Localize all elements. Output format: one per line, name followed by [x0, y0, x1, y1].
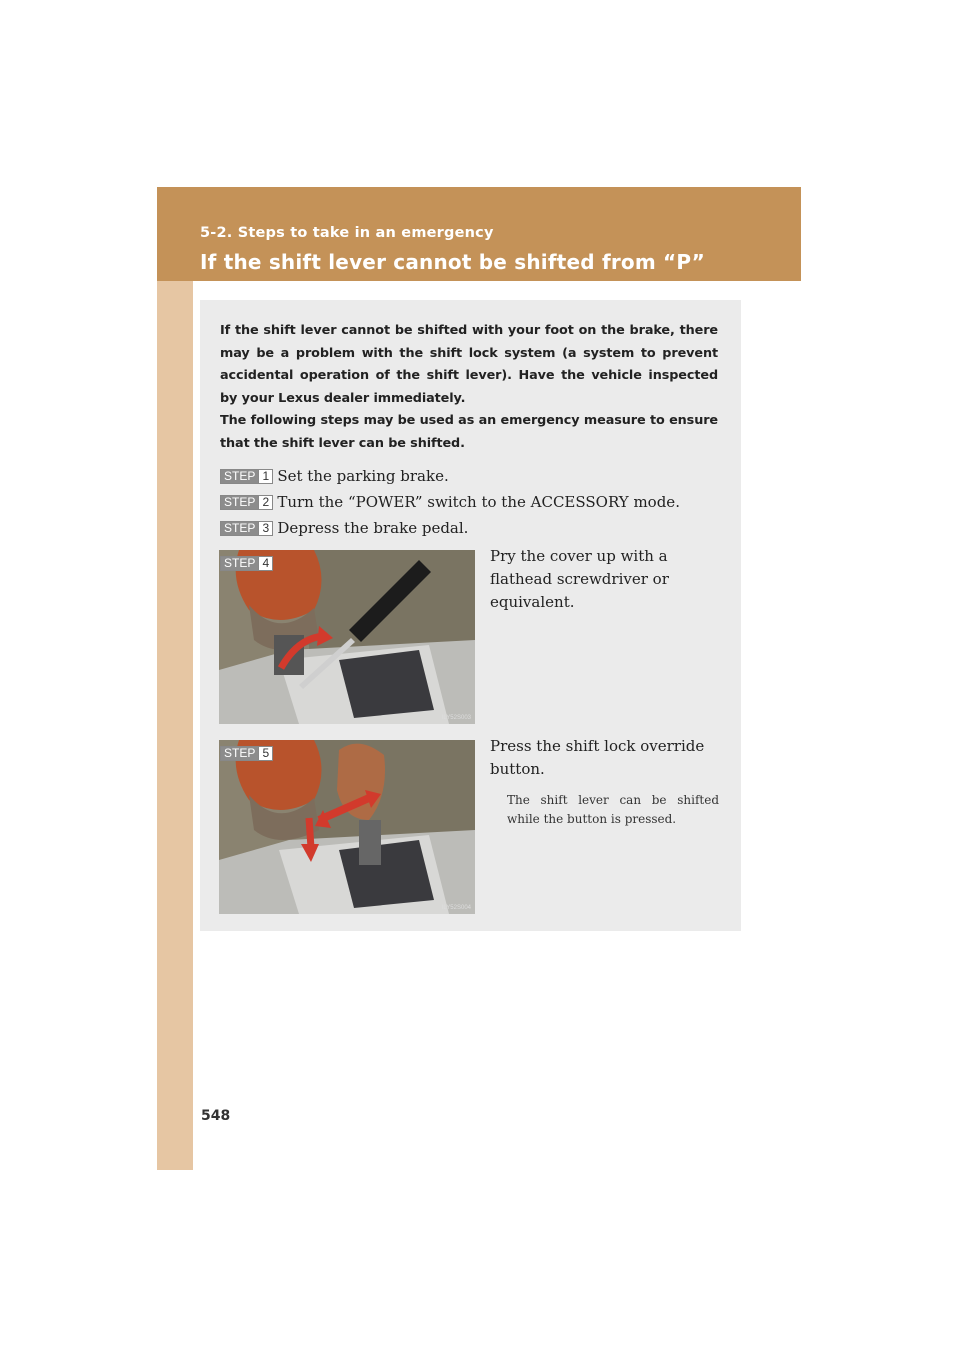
- step-badge: STEP 4: [220, 556, 273, 571]
- step-2: [220, 493, 680, 511]
- page-number: 548: [201, 1108, 231, 1124]
- step-4-illustration: [219, 550, 475, 724]
- shift-console-image: [219, 550, 475, 724]
- intro-paragraph-1: If the shift lever cannot be shifted with your foot on the brake, there may be a problem with the shift lock system (a system to prevent accidental operation of the shift lever). Have the vehicle inspected by your Lexus dealer immediately.: [220, 323, 718, 406]
- step-1-text: Set the parking brake.: [277, 467, 449, 485]
- shift-console-image: [219, 740, 475, 914]
- page-side-tab: [157, 281, 193, 1170]
- step-badge: STEP 5: [220, 746, 273, 761]
- step-4-text: Pry the cover up with a flathead screwdriver or equivalent.: [490, 547, 669, 611]
- page-title: If the shift lever cannot be shifted from “P”: [200, 250, 705, 274]
- image-code: ILY52S003: [441, 715, 471, 721]
- step-5-text: Press the shift lock override button.: [490, 737, 705, 778]
- section-label: 5-2. Steps to take in an emergency: [200, 225, 494, 241]
- step-3-text: Depress the brake pedal.: [277, 519, 469, 537]
- step-5-note: The shift lever can be shifted while the button is pressed.: [507, 793, 719, 826]
- step-badge: STEP 1: [220, 469, 273, 484]
- image-code: ILY52S004: [441, 905, 471, 911]
- step-badge: STEP 2: [220, 495, 273, 510]
- intro-text: [220, 320, 718, 455]
- intro-paragraph-2: The following steps may be used as an emergency measure to ensure that the shift lever can be shifted.: [220, 413, 718, 451]
- step-badge: STEP 3: [220, 521, 273, 536]
- step-2-text: Turn the “POWER” switch to the ACCESSORY mode.: [277, 493, 680, 511]
- step-1: [220, 467, 449, 485]
- instruction-panel: [200, 300, 741, 931]
- step-5-illustration: [219, 740, 475, 914]
- step-3: [220, 519, 468, 537]
